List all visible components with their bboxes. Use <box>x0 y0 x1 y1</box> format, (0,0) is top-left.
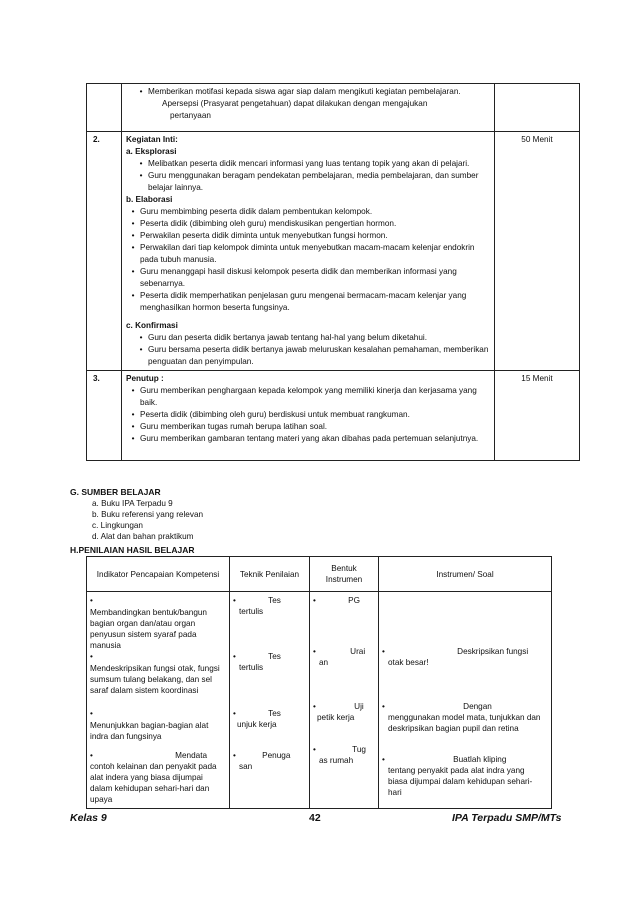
bentuk-cell: • PG • Urai an • Uji petik kerja • Tug as rumah <box>310 592 379 809</box>
list-item: • Guru memberikan tugas rumah berupa latihan soal. <box>131 422 328 431</box>
column-header: Indikator Pencapaian Kompetensi <box>87 557 230 592</box>
list-item: • Peserta didik (dibimbing oleh guru) berdiskusi untuk membuat rangkuman. <box>131 410 410 419</box>
table-row <box>87 371 580 461</box>
soal-cell: • Deskripsikan fungsi otak besar! • Dengan menggunakan model mata, tunjukkan dan deskripsikan bagian pupil dan retina • Buatlah kliping tentang penyakit pada alat indra yang biasa dijumpai dalam kehidupan sehari-hari <box>379 592 552 809</box>
sumber-list <box>92 498 203 542</box>
list-item: • Perwakilan dari tiap kelompok diminta untuk menyebutkan macam-macam kelenjar endokrin pada tubuh manusia. <box>131 243 475 264</box>
indikator-item: Menunjukkan bagian-bagian alat indra dan fungsinya <box>90 721 209 741</box>
section-title: Kegiatan Inti: <box>126 135 178 144</box>
list-item: b. Buku referensi yang relevan <box>92 510 204 519</box>
indikator-cell: • Membandingkan bentuk/bangun bagian organ dan/atau organ penyusun sistem syaraf pada manusia • Mendeskripsikan fungsi otak, fungsi sumsum tulang belakang, dan sel saraf dalam sistem koordinasi • Menunjukkan bagian-bagian alat indra dan fungsinya • Mendata contoh kelainan dan penyakit pada alat indera yang biasa dijumpai dalam kehidupan sehari-hari dan upaya <box>87 592 230 809</box>
indikator-item: Mendata contoh kelainan dan penyakit pada alat indera yang biasa dijumpai dalam kehidupan sehari-hari dan upaya <box>90 751 217 804</box>
subsection-title: b. Elaborasi <box>126 195 173 204</box>
table-row <box>87 84 580 132</box>
list-item: a. Buku IPA Terpadu 9 <box>92 499 173 508</box>
list-item: • Guru bersama peserta didik bertanya jawab meluruskan kesalahan pemahaman, memberikan penguatan dan penyimpulan. <box>139 345 489 366</box>
subsection-title: a. Eksplorasi <box>126 147 177 156</box>
column-header: Bentuk Instrumen <box>310 557 379 592</box>
table-header-row <box>87 557 552 592</box>
duration: 50 Menit <box>495 132 580 371</box>
assessment-table <box>86 556 552 809</box>
column-header: Teknik Penilaian <box>230 557 310 592</box>
list-item: d. Alat dan bahan praktikum <box>92 532 194 541</box>
row-number: 3. <box>87 371 122 461</box>
list-item: • Perwakilan peserta didik diminta untuk menyebutkan fungsi hormon. <box>131 231 388 240</box>
indikator-item: Membandingkan bentuk/bangun bagian organ dan/atau organ penyusun sistem syaraf pada manusia <box>90 608 207 650</box>
list-item: c. Lingkungan <box>92 521 143 530</box>
list-item: • Guru menanggapi hasil diskusi kelompok peserta didik dan memberikan informasi yang sebenarnya. <box>131 267 457 288</box>
column-header: Instrumen/ Soal <box>379 557 552 592</box>
subsection-title: c. Konfirmasi <box>126 321 178 330</box>
list-item: • Guru dan peserta didik bertanya jawab tentang hal-hal yang belum diketahui. <box>139 333 428 342</box>
page-number: 42 <box>309 812 321 824</box>
indikator-item: Mendeskripsikan fungsi otak, fungsi sumsum tulang belakang, dan sel saraf dalam sistem koordinasi <box>90 664 220 695</box>
section-title: Penutup : <box>126 374 164 383</box>
list-item: • Peserta didik (dibimbing oleh guru) mendiskusikan pengertian hormon. <box>131 219 397 228</box>
list-item: • Guru menggunakan beragam pendekatan pembelajaran, media pembelajaran, dan sumber belajar lainnya. <box>139 171 479 192</box>
row-number: 2. <box>87 132 122 371</box>
apersepsi-text-2: pertanyaan <box>170 111 211 120</box>
section-h-title: H.PENILAIAN HASIL BELAJAR <box>70 545 195 555</box>
footer-subject: IPA Terpadu SMP/MTs <box>452 812 562 824</box>
list-item: • Memberikan motifasi kepada siswa agar siap dalam mengikuti kegiatan pembelajaran. <box>139 87 461 96</box>
table-row <box>87 132 580 371</box>
section-g-title: G. SUMBER BELAJAR <box>70 487 161 497</box>
list-item: • Guru membimbing peserta didik dalam pembentukan kelompok. <box>131 207 373 216</box>
list-item: • Guru memberikan gambaran tentang materi yang akan dibahas pada pertemuan selanjutnya. <box>131 434 479 443</box>
apersepsi-text: Apersepsi (Prasyarat pengetahuan) dapat dilakukan dengan mengajukan <box>162 99 428 108</box>
list-item: • Melibatkan peserta didik mencari informasi yang luas tentang topik yang akan di pelajari. <box>139 159 470 168</box>
table-row <box>87 592 552 809</box>
duration: 15 Menit <box>495 371 580 461</box>
list-item: • Peserta didik memperhatikan penjelasan guru mengenai bermacam-macam kelenjar yang menghasilkan hormon beserta fungsinya. <box>131 291 467 312</box>
teknik-cell: • Tes tertulis • Tes tertulis • Tes unjuk kerja • Penuga san <box>230 592 310 809</box>
activity-table <box>86 83 580 461</box>
footer-class: Kelas 9 <box>70 812 107 824</box>
list-item: • Guru memberikan penghargaan kepada kelompok yang memiliki kinerja dan kerjasama yang baik. <box>131 386 477 407</box>
